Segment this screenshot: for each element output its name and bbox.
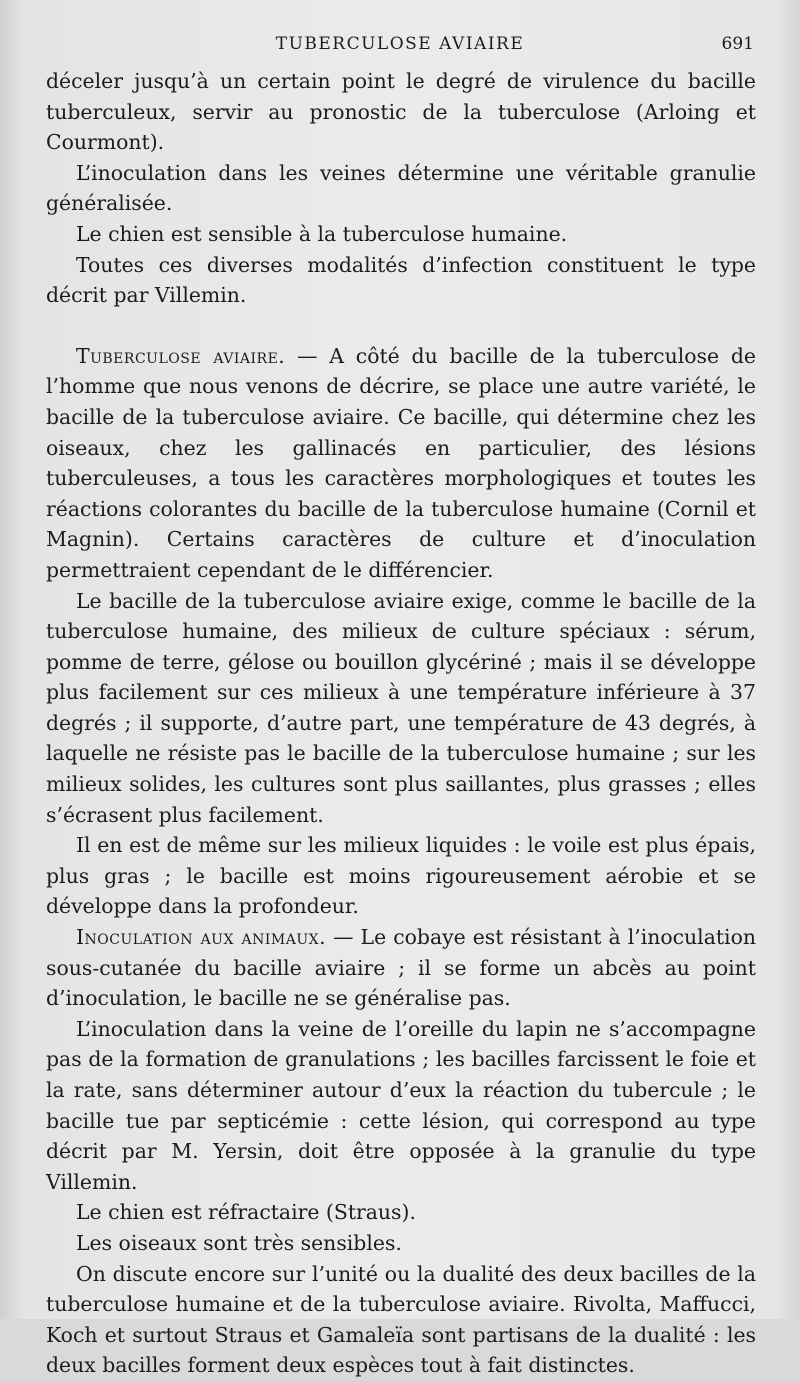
section-paragraph <box>46 922 756 1014</box>
paragraph-text: — A côté du bacille de la tuberculose de l’homme que nous venons de décrire, se place une autre variété, le bacille de la tuberculose aviaire. Ce bacille, qui détermine chez les oiseaux, chez les gallinacés en particulier, des lésions tuberculeuses, a tous les caractères morphologiques et toutes les réactions colorantes du bacille de la tuberculose humaine (Cornil et Magnin). Certains caractères de culture et d’inoculation permettraient cependant de le différencier. <box>46 343 756 582</box>
page-number: 691 <box>721 34 754 54</box>
body-text <box>46 66 756 1381</box>
section-paragraph <box>46 341 756 586</box>
section-heading: Inoculation aux animaux. <box>76 925 327 950</box>
running-title: TUBERCULOSE AVIAIRE <box>275 34 525 54</box>
paragraph: L’inoculation dans les veines détermine une véritable granulie généralisée. <box>46 160 756 216</box>
paragraph: On discute encore sur l’unité ou la dualité des deux bacilles de la tuberculose humaine et de la tuberculose aviaire. Rivolta, Maffucci, Koch et surtout Straus et Gamaleïa sont partisans de la dualité : les deux bacilles forment deux espèces tout à fait distinctes. <box>46 1261 756 1378</box>
paragraph: Le chien est sensible à la tuberculose humaine. <box>76 221 568 246</box>
paragraph: Toutes ces diverses modalités d’infection constituent le type décrit par Villemin. <box>46 252 756 308</box>
paragraph: Les oiseaux sont très sensibles. <box>76 1230 402 1255</box>
section-heading: Tuberculose aviaire. <box>76 343 286 368</box>
paragraph: Il en est de même sur les milieux liquides : le voile est plus épais, plus gras ; le bacille est moins rigoureusement aérobie et se développe dans la profondeur. <box>46 833 756 919</box>
paragraph-text: — Le cobaye est résistant à l’inoculation sous-cutanée du bacille aviaire ; il se forme un abcès au point d’inoculation, le bacille ne se généralise pas. <box>46 925 756 1011</box>
paragraph: déceler jusqu’à un certain point le degré de virulence du bacille tuberculeux, servir au pronostic de la tuberculose (Arloing et Courmont). <box>46 69 756 155</box>
page-header <box>46 34 754 58</box>
paragraph: Le chien est réfractaire (Straus). <box>76 1200 416 1225</box>
paragraph: Le bacille de la tuberculose aviaire exige, comme le bacille de la tuberculose humaine, des milieux de culture spéciaux : sérum, pomme de terre, gélose ou bouillon glycériné ; mais il se développe plus facilement sur ces milieux à une température inférieure à 37 degrés ; il supporte, d’autre part, une température de 43 degrés, à laquelle ne résiste pas le bacille de la tuberculose humaine ; sur les milieux solides, les cultures sont plus saillantes, plus grasses ; elles s’écrasent plus facilement. <box>46 588 756 827</box>
paragraph: L’inoculation dans la veine de l’oreille du lapin ne s’accompagne pas de la formation de granulations ; les bacilles farcissent le foie et la rate, sans déterminer autour d’eux la réaction du tubercule ; le bacille tue par septicémie : cette lésion, qui correspond au type décrit par M. Yersin, doit être opposée à la granulie du type Villemin. <box>46 1016 756 1194</box>
